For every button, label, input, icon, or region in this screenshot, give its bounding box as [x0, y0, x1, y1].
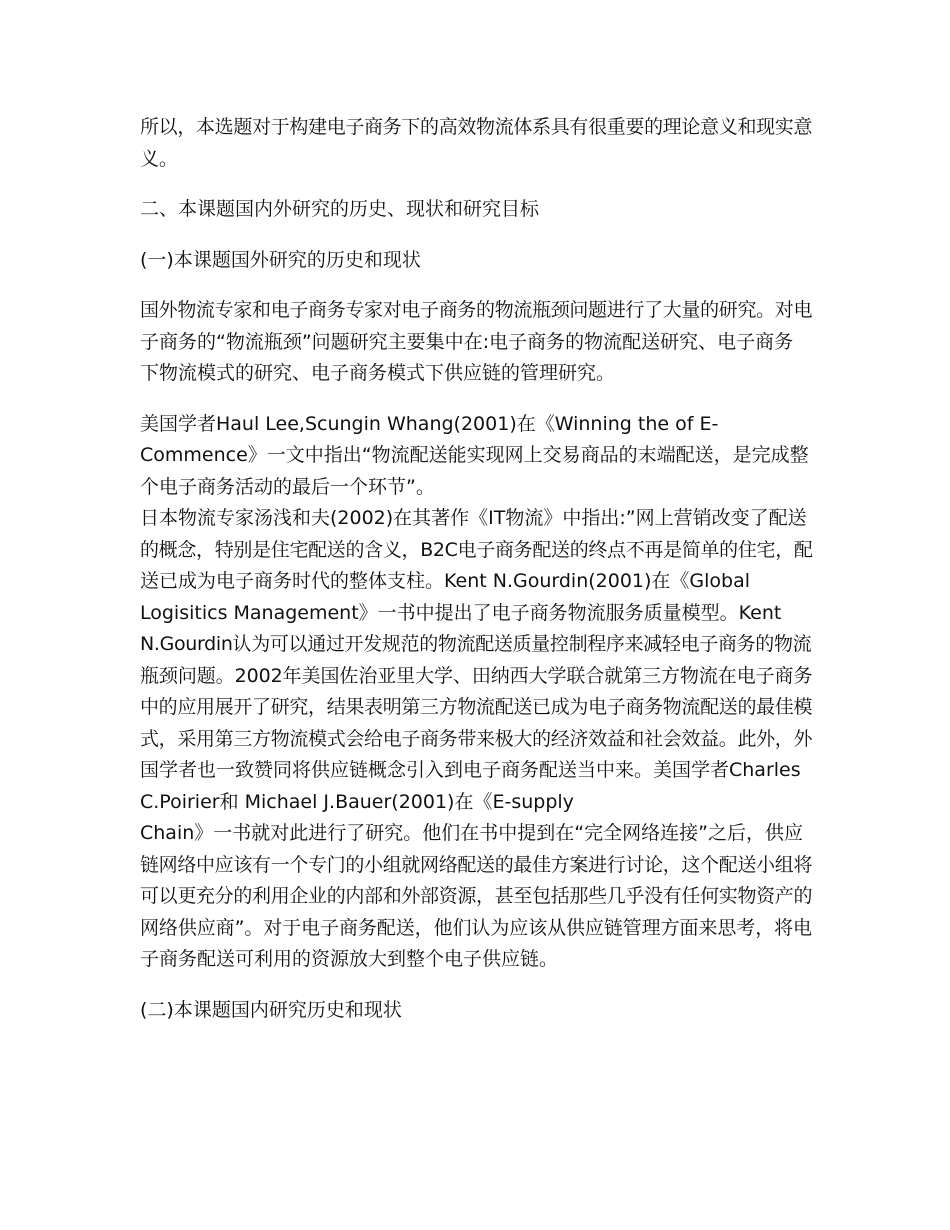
text-line: 式，采用第三方物流模式会给电子商务带来极大的经济效益和社会效益。此外，外 [140, 727, 813, 750]
text-line: Chain》一书就对此进行了研究。他们在书中提到在“完全网络连接”之后，供应 [140, 822, 803, 844]
text-line: 可以更充分的利用企业的内部和外部资源，甚至包括那些几乎没有任何实物资产的 [140, 885, 813, 907]
text-line: 网络供应商”。对于电子商务配送，他们认为应该从供应链管理方面来思考，将电 [140, 916, 812, 939]
text-line: 日本物流专家汤浅和夫(2002)在其著作《IT物流》中指出:”网上营销改变了配送 [140, 507, 807, 529]
text-line: Logisitics Management》一书中提出了电子商务物流服务质量模型。Kent [140, 601, 782, 624]
text-line: 二、本课题国内外研究的历史、现状和研究目标 [140, 198, 540, 220]
text-line: 所以，本选题对于构建电子商务下的高效物流体系具有很重要的理论意义和现实意 [140, 116, 813, 138]
paragraph-significance [140, 112, 812, 175]
text-line: C.Poirier和 Michael J.Bauer(2001)在《E-supply [140, 790, 574, 813]
text-line: 子商务的“物流瓶颈”问题研究主要集中在:电子商务的物流配送研究、电子商务 [140, 330, 794, 353]
text-line: 送已成为电子商务时代的整体支柱。Kent N.Gourdin(2001)在《Global [140, 570, 751, 592]
text-line: 国外物流专家和电子商务专家对电子商务的物流瓶颈问题进行了大量的研究。对电 [140, 299, 813, 321]
text-line: N.Gourdin认为可以通过开发规范的物流配送质量控制程序来减轻电子商务的物流 [140, 633, 812, 655]
text-line: 的概念，特别是住宅配送的含义，B2C电子商务配送的终点不再是简单的住宅，配 [140, 538, 813, 561]
text-line: (一)本课题国外研究的历史和现状 [140, 248, 421, 271]
text-line: 美国学者Haul Lee,Scungin Whang(2001)在《Winning the of E- [140, 412, 719, 435]
text-line: 义。 [140, 147, 179, 170]
text-line: 国学者也一致赞同将供应链概念引入到电子商务配送当中来。美国学者Charles [140, 759, 801, 781]
text-line: 瓶颈问题。2002年美国佐治亚里大学、田纳西大学联合就第三方物流在电子商务 [140, 664, 813, 687]
section-heading-research [140, 194, 812, 226]
text-line: (二)本课题国内研究历史和现状 [140, 998, 402, 1021]
text-line: 下物流模式的研究、电子商务模式下供应链的管理研究。 [140, 362, 616, 384]
paragraph-haul-lee [140, 409, 812, 504]
paragraph-foreign-overview [140, 295, 812, 390]
text-line: Commence》一文中指出“物流配送能实现网上交易商品的末端配送，是完成整 [140, 444, 809, 466]
paragraph-japan-and-supply-chain [140, 503, 812, 976]
document-page [140, 112, 812, 1045]
subsection-heading-domestic [140, 995, 812, 1027]
text-line: 中的应用展开了研究，结果表明第三方物流配送已成为电子商务物流配送的最佳模 [140, 696, 813, 718]
text-line: 子商务配送可利用的资源放大到整个电子供应链。 [140, 948, 559, 970]
text-line: 链网络中应该有一个专门的小组就网络配送的最佳方案进行讨论，这个配送小组将 [140, 853, 813, 876]
subsection-heading-foreign [140, 245, 812, 277]
text-line: 个电子商务活动的最后一个环节”。 [140, 475, 435, 498]
